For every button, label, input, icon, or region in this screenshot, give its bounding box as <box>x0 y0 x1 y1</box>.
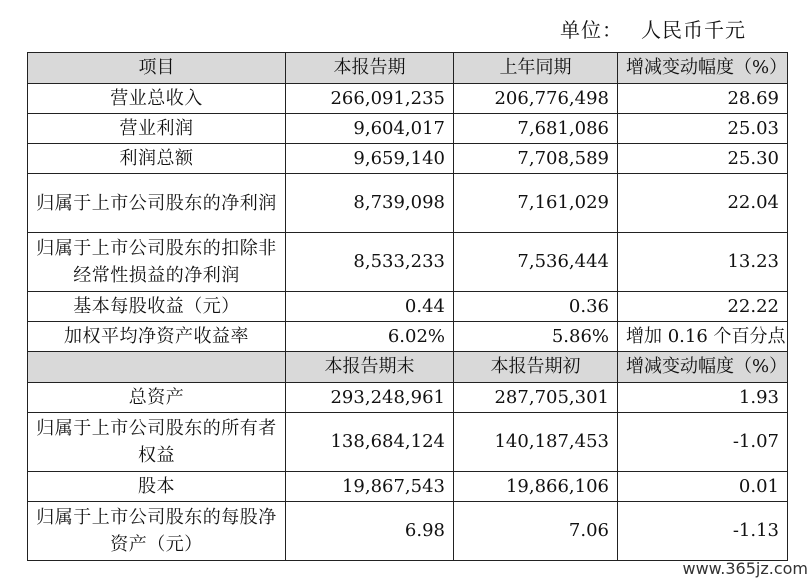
header-cell: 增减变动幅度（%） <box>618 352 788 383</box>
header-cell: 增减变动幅度（%） <box>618 53 788 84</box>
table-row <box>28 502 788 561</box>
row-label: 基本每股收益（元） <box>28 292 286 322</box>
current-period-value: 6.02% <box>286 322 454 352</box>
current-period-value: 9,659,140 <box>286 144 454 174</box>
change-value: 28.69 <box>618 84 788 114</box>
prior-period-value: 7,708,589 <box>454 144 618 174</box>
financial-summary-table <box>27 52 788 561</box>
period-start-value: 19,866,106 <box>454 472 618 502</box>
table-row <box>28 233 788 292</box>
row-label: 股本 <box>28 472 286 502</box>
header-cell: 项目 <box>28 53 286 84</box>
row-label: 归属于上市公司股东的净利润 <box>28 174 286 233</box>
change-value: 1.93 <box>618 383 788 413</box>
table-row <box>28 114 788 144</box>
period-end-value: 293,248,961 <box>286 383 454 413</box>
header-cell: 上年同期 <box>454 53 618 84</box>
row-label: 总资产 <box>28 383 286 413</box>
current-period-value: 0.44 <box>286 292 454 322</box>
row-label: 归属于上市公司股东的扣除非经常性损益的净利润 <box>28 233 286 292</box>
header-cell-empty <box>28 352 286 383</box>
current-period-value: 266,091,235 <box>286 84 454 114</box>
table-row <box>28 174 788 233</box>
row-label: 营业利润 <box>28 114 286 144</box>
table-row <box>28 383 788 413</box>
prior-period-value: 0.36 <box>454 292 618 322</box>
watermark-text: www.365jz.com <box>682 559 808 578</box>
header-cell: 本报告期初 <box>454 352 618 383</box>
row-label: 归属于上市公司股东的每股净资产（元） <box>28 502 286 561</box>
table-header-row <box>28 53 788 84</box>
row-label: 加权平均净资产收益率 <box>28 322 286 352</box>
current-period-value: 9,604,017 <box>286 114 454 144</box>
change-value: 25.03 <box>618 114 788 144</box>
period-end-value: 138,684,124 <box>286 413 454 472</box>
prior-period-value: 206,776,498 <box>454 84 618 114</box>
period-end-value: 19,867,543 <box>286 472 454 502</box>
prior-period-value: 7,161,029 <box>454 174 618 233</box>
row-label: 营业总收入 <box>28 84 286 114</box>
period-start-value: 7.06 <box>454 502 618 561</box>
row-label: 归属于上市公司股东的所有者权益 <box>28 413 286 472</box>
prior-period-value: 5.86% <box>454 322 618 352</box>
header-cell: 本报告期末 <box>286 352 454 383</box>
unit-note <box>560 14 746 43</box>
prior-period-value: 7,681,086 <box>454 114 618 144</box>
table-row <box>28 292 788 322</box>
change-value: -1.13 <box>618 502 788 561</box>
period-end-value: 6.98 <box>286 502 454 561</box>
period-start-value: 287,705,301 <box>454 383 618 413</box>
change-value: -1.07 <box>618 413 788 472</box>
current-period-value: 8,739,098 <box>286 174 454 233</box>
table-row <box>28 84 788 114</box>
period-start-value: 140,187,453 <box>454 413 618 472</box>
row-label: 利润总额 <box>28 144 286 174</box>
unit-label: 单位： <box>560 18 623 42</box>
table-row <box>28 322 788 352</box>
change-value: 25.30 <box>618 144 788 174</box>
change-value: 13.23 <box>618 233 788 292</box>
change-value: 22.22 <box>618 292 788 322</box>
table-row <box>28 144 788 174</box>
current-period-value: 8,533,233 <box>286 233 454 292</box>
header-cell: 本报告期 <box>286 53 454 84</box>
change-value: 增加 0.16 个百分点 <box>618 322 788 352</box>
table-subheader-row <box>28 352 788 383</box>
change-value: 22.04 <box>618 174 788 233</box>
unit-value: 人民币千元 <box>641 18 746 42</box>
table-row <box>28 472 788 502</box>
change-value: 0.01 <box>618 472 788 502</box>
table-row <box>28 413 788 472</box>
prior-period-value: 7,536,444 <box>454 233 618 292</box>
